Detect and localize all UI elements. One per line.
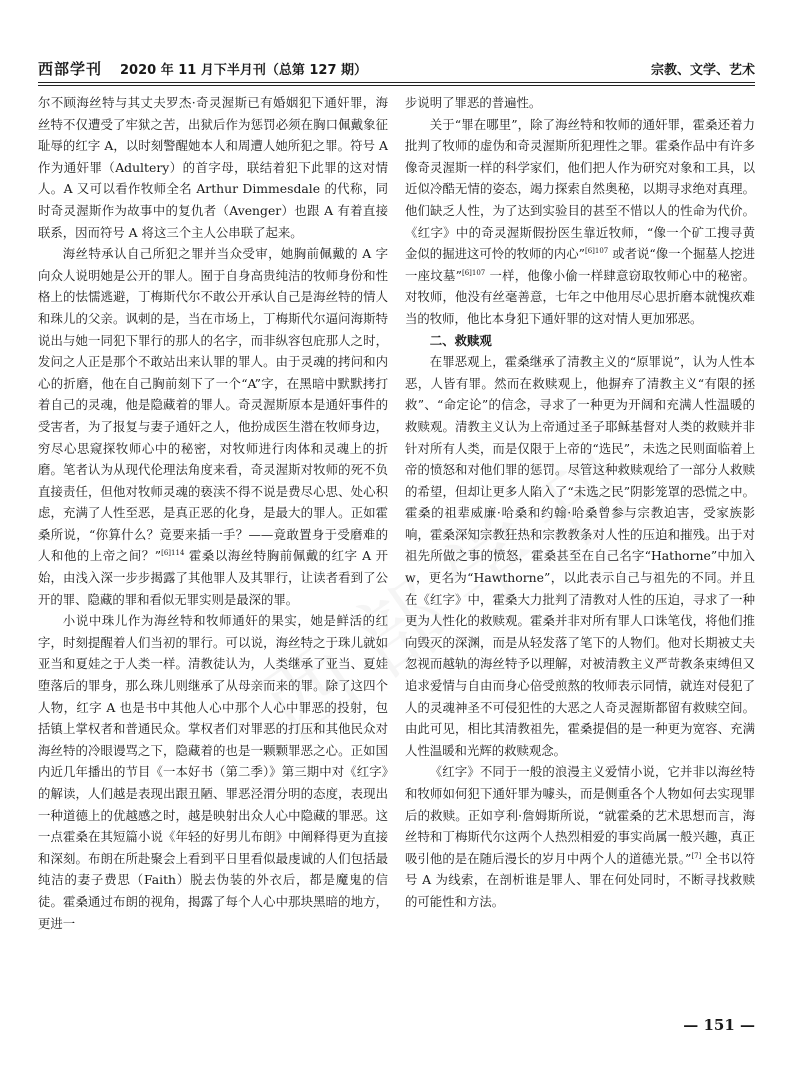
right-paragraph: 《红字》不同于一般的浪漫主义爱情小说，它并非以海丝特和牧师如何犯下通奸罪为噱头，而是侧重各个人物如何去实现罪后的救赎。正如亨利·詹姆斯所说，“就霍桑的艺术思想而言，海丝特和丁梅斯代尔这两个人热烈相爱的事实尚属一般兴趣，真正吸引他的是在随后漫长的岁月中两个人的道德光景。”[7] 全书以符号 A 为线索，在剖析谁是罪人、罪在何处同时，不断寻找救赎的可能性和方法。: [405, 764, 755, 909]
page-number: — 151 —: [683, 1016, 755, 1034]
citation-marker: [6]107: [461, 268, 486, 277]
section-category: 宗教、文学、艺术: [650, 63, 755, 78]
header-rule-bottom: [38, 85, 755, 86]
citation-marker: [6]114: [161, 549, 185, 558]
left-column: [38, 92, 388, 934]
section-heading: 二、救赎观: [429, 332, 492, 348]
left-paragraph: 尔不顾海丝特与其丈夫罗杰·奇灵渥斯已有婚姻犯下通奸罪，海丝特不仅遭受了牢狱之苦，出狱后作为惩罚必须在胸口佩戴象征耻辱的红字 A，以时刻警醒她本人和周遭人她所犯之罪。符号 A 作为通奸罪（Adultery）的首字母，联结着犯下此罪的这对情人。A 又可以看作牧师全名 Arthur Dimmesdale 的代称，同时奇灵渥斯作为故事中的复仇者（Avenger）也跟 A 有着直接联系，因而符号 A 将这三个主人公串联了起来。: [38, 95, 388, 240]
issue-info: 2020 年 11 月下半月刊（总第 127 期）: [120, 63, 368, 78]
right-paragraph: 在罪恶观上，霍桑继承了清教主义的“原罪说”，认为人性本恶，人皆有罪。然而在救赎观上，他摒弃了清教主义“有限的拯救”、“命定论”的信念，寻求了一种更为开阔和充满人性温暖的救赎观。清教主义认为上帝通过圣子耶稣基督对人类的救赎并非针对所有人类，而是仅限于上帝的“选民”，未选之民则面临着上帝的愤怒和对他们罪的惩罚。尽管这种救赎观给了一部分人救赎的希望，但却让更多人陷入了“未选之民”阴影笼罩的恐慌之中。霍桑的祖辈威廉·哈桑和约翰·哈桑曾参与宗教迫害，受家族影响，霍桑深知宗教狂热和宗教教条对人性的压迫和摧残。出于对祖先所做之事的愤怒，霍桑甚至在自己名字“Hathorne”中加入 w，更名为“Hawthorne”，以此表示自己与祖先的不同。并且在《红字》中，霍桑大力批判了清教对人性的压迫，寻求了一种更为人性化的救赎观。霍桑并非对所有罪人口诛笔伐，将他们推向毁灭的深渊，而是从轻发落了笔下的人物们。他对长期被丈夫忽视而越轨的海丝特予以理解，对被清教主义严苛教条束缚但又追求爱情与自由而身心倍受煎熬的牧师表示同情，就连对侵犯了人的灵魂神圣不可侵犯性的大恶之人奇灵渥斯都留有救赎空间。由此可见，相比其清教祖先，霍桑提倡的是一种更为宽容、充满人性温暖和光辉的救赎观念。: [405, 354, 755, 758]
journal-logo: 西部学刊: [38, 60, 103, 78]
left-paragraph: 海丝特承认自己所犯之罪并当众受审，她胸前佩戴的 A 字向众人说明她是公开的罪人。囿于自身高贵纯洁的牧师身份和性格上的怯懦逃避，丁梅斯代尔不敢公开承认自己是海丝特的情人和珠儿的父亲。讽刺的是，当在市场上，丁梅斯代尔逼问海斯特说出与她一同犯下罪行的那人的名字，而非纵容包庇那人之时，发问之人正是那个不敢站出来认罪的罪人。由于灵魂的拷问和内心的折磨，他在自己胸前刻下了一个“A”字，在黑暗中默默拷打着自己的灵魂，他是隐藏着的罪人。奇灵渥斯原本是通奸事件的受害者，为了报复与妻子通奸之人，他扮成医生潜在牧师身边，穷尽心思窥探牧师心中的秘密，对牧师进行肉体和灵魂上的折磨。笔者认为从现代伦理法角度来看，奇灵渥斯对牧师的死不负直接责任，但他对牧师灵魂的亵渎不得不说是费尽心思、处心积虑，充满了人性至恶，是真正恶的化身，是最大的罪人。正如霍桑所说，“你算什么？竟要来插一手？——竟敢置身于受磨难的人和他的上帝之间？”$^{[6]114}$ 霍桑以海丝特胸前佩戴的红字 A 开始，由浅入深一步步揭露了其他罪人及其罪行，让读者看到了公开的罪、隐藏的罪和看似无罪实则是最深的罪。: [38, 246, 388, 607]
right-paragraph: 关于“罪在哪里”，除了海丝特和牧师的通奸罪，霍桑还着力批判了牧师的虚伪和奇灵渥斯所犯理性之罪。霍桑作品中有许多像奇灵渥斯一样的科学家们，他们把人作为研究对象和工具，以近似冷酷无情的姿态，竭力探索自然奥秘，以期寻求绝对真理。他们缺乏人性，为了达到实验目的甚至不惜以人的性命为代价。《红字》中的奇灵渥斯假扮医生靠近牧师，“像一个矿工搜寻黄金似的掘进这可怜的牧师的内心”$^{[6]107}$ 或者说“像一个掘墓人挖进一座坟墓”$^{[6]107}$ 一样，他像小偷一样肆意窃取牧师心中的秘密。对牧师，他没有丝毫善意，七年之中他用尽心思折磨本就愧疚难当的牧师，他比本身犯下通奸罪的这对情人更加邪恶。: [405, 116, 755, 326]
right-paragraph: 步说明了罪恶的普遍性。: [405, 95, 542, 110]
left-paragraph: 小说中珠儿作为海丝特和牧师通奸的果实，她是鲜活的红字，时刻提醒着人们当初的罪行。可以说，海丝特之于珠儿就如亚当和夏娃之于人类一样。清教徒认为，人类继承了亚当、夏娃堕落后的罪身，那么珠儿则继承了从母亲而来的罪。除了这四个人物，红字 A 也是书中其他人心中那个人心中罪恶的投射，包括镇上掌权者和普通民众。掌权者们对罪恶的打压和其他民众对海丝特的冷眼谩骂之下，隐藏着的也是一颗颗罪恶之心。正如国内近几年播出的节目《一本好书（第二季）》第三期中对《红字》的解读，人们越是表现出跟丑陋、罪恶泾渭分明的态度，表现出一种道德上的优越感之时，越是映射出众人心中隐藏的罪恶。这一点霍桑在其短篇小说《年轻的好男儿布朗》中阐释得更为直接和深刻。布朗在所赴聚会上看到平日里看似最虔诚的人们包括最纯洁的妻子费思（Faith）脱去伪装的外衣后，都是魔鬼的信徒。霍桑通过布朗的视角，揭露了每个人心中那块黑暗的地方，更进一: [38, 613, 388, 931]
right-column: [405, 92, 755, 913]
header-rule-top: [38, 82, 755, 83]
citation-marker: [6]107: [584, 247, 609, 256]
page-header: [38, 58, 755, 80]
citation-marker: [7]: [691, 851, 702, 860]
